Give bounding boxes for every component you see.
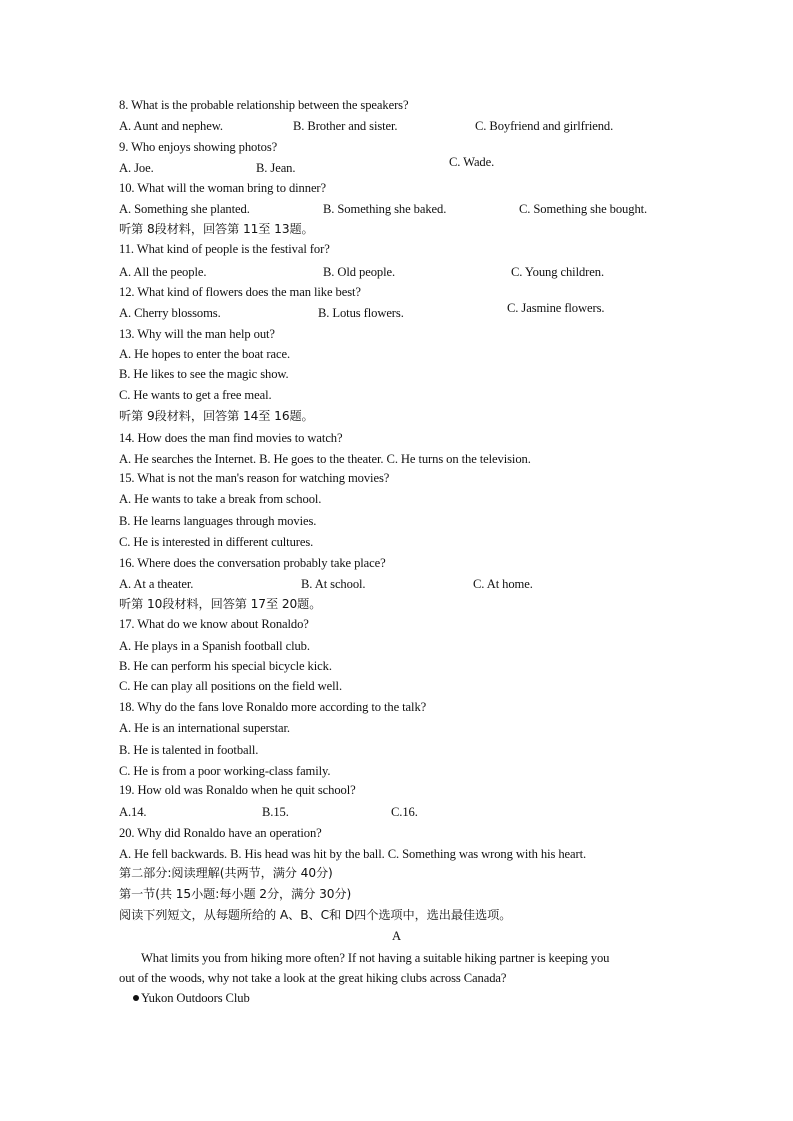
q13-option-a: A. He hopes to enter the boat race.	[119, 347, 290, 361]
q9-option-b: B. Jean.	[256, 161, 296, 175]
question-19: 19. How old was Ronaldo when he quit school?	[119, 783, 356, 797]
question-15: 15. What is not the man's reason for watching movies?	[119, 471, 390, 485]
question-14: 14. How does the man find movies to watch?	[119, 431, 343, 445]
q10-option-b: B. Something she baked.	[323, 202, 447, 216]
question-20: 20. Why did Ronaldo have an operation?	[119, 826, 322, 840]
bullet-icon	[133, 995, 139, 1001]
q8-option-c: C. Boyfriend and girlfriend.	[475, 119, 614, 133]
q19-option-b: B.15.	[262, 805, 289, 819]
q11-option-b: B. Old people.	[323, 265, 396, 279]
question-18: 18. Why do the fans love Ronaldo more according to the talk?	[119, 700, 427, 714]
q17-option-c: C. He can play all positions on the field well.	[119, 679, 342, 693]
q16-option-a: A. At a theater.	[119, 577, 194, 591]
q12-option-a: A. Cherry blossoms.	[119, 306, 221, 320]
question-13: 13. Why will the man help out?	[119, 327, 275, 341]
q12-option-b: B. Lotus flowers.	[318, 306, 404, 320]
question-17: 17. What do we know about Ronaldo?	[119, 617, 309, 631]
passage-paragraph-line-2: out of the woods, why not take a look at the great hiking clubs across Canada?	[119, 971, 507, 985]
q18-option-b: B. He is talented in football.	[119, 743, 259, 757]
q13-option-c: C. He wants to get a free meal.	[119, 388, 272, 402]
q19-option-a: A.14.	[119, 805, 147, 819]
q11-option-a: A. All the people.	[119, 265, 207, 279]
q15-option-c: C. He is interested in different cultures.	[119, 535, 314, 549]
club-name: Yukon Outdoors Club	[141, 991, 250, 1005]
q8-option-b: B. Brother and sister.	[293, 119, 398, 133]
q10-option-c: C. Something she bought.	[519, 202, 648, 216]
question-16: 16. Where does the conversation probably take place?	[119, 556, 386, 570]
section-instruction-10: 听第 10段材料，回答第 17至 20题。	[119, 597, 322, 611]
passage-label: A	[392, 929, 401, 943]
part-two-heading: 第二部分:阅读理解(共两节，满分 40分)	[119, 866, 333, 880]
passage-paragraph-line-1: What limits you from hiking more often? If not having a suitable hiking partner is keeping you	[141, 951, 610, 965]
q16-option-c: C. At home.	[473, 577, 533, 591]
q17-option-a: A. He plays in a Spanish football club.	[119, 639, 310, 653]
q18-option-c: C. He is from a poor working-class family.	[119, 764, 331, 778]
question-11: 11. What kind of people is the festival for?	[119, 242, 330, 256]
section-instruction-8: 听第 8段材料，回答第 11至 13题。	[119, 222, 314, 236]
q20-options: A. He fell backwards. B. His head was hit by the ball. C. Something was wrong with his heart.	[119, 847, 587, 861]
q19-option-c: C.16.	[391, 805, 418, 819]
q10-option-a: A. Something she planted.	[119, 202, 250, 216]
section-one-heading: 第一节(共 15小题:每小题 2分，满分 30分)	[119, 887, 352, 901]
q9-option-a: A. Joe.	[119, 161, 154, 175]
question-9: 9. Who enjoys showing photos?	[119, 140, 278, 154]
q15-option-a: A. He wants to take a break from school.	[119, 492, 322, 506]
q8-option-a: A. Aunt and nephew.	[119, 119, 223, 133]
question-10: 10. What will the woman bring to dinner?	[119, 181, 327, 195]
q14-options: A. He searches the Internet. B. He goes to the theater. C. He turns on the television.	[119, 452, 531, 466]
section-instruction-9: 听第 9段材料，回答第 14至 16题。	[119, 409, 314, 423]
question-12: 12. What kind of flowers does the man like best?	[119, 285, 361, 299]
q11-option-c: C. Young children.	[511, 265, 605, 279]
q16-option-b: B. At school.	[301, 577, 366, 591]
q18-option-a: A. He is an international superstar.	[119, 721, 290, 735]
q12-option-c: C. Jasmine flowers.	[507, 301, 605, 315]
q15-option-b: B. He learns languages through movies.	[119, 514, 317, 528]
club-list-item	[133, 991, 250, 1006]
reading-instruction: 阅读下列短文，从每题所给的 A、B、C和 D四个选项中，选出最佳选项。	[119, 908, 512, 922]
q17-option-b: B. He can perform his special bicycle kick.	[119, 659, 332, 673]
question-8: 8. What is the probable relationship between the speakers?	[119, 98, 409, 112]
q9-option-c: C. Wade.	[449, 155, 495, 169]
q13-option-b: B. He likes to see the magic show.	[119, 367, 289, 381]
